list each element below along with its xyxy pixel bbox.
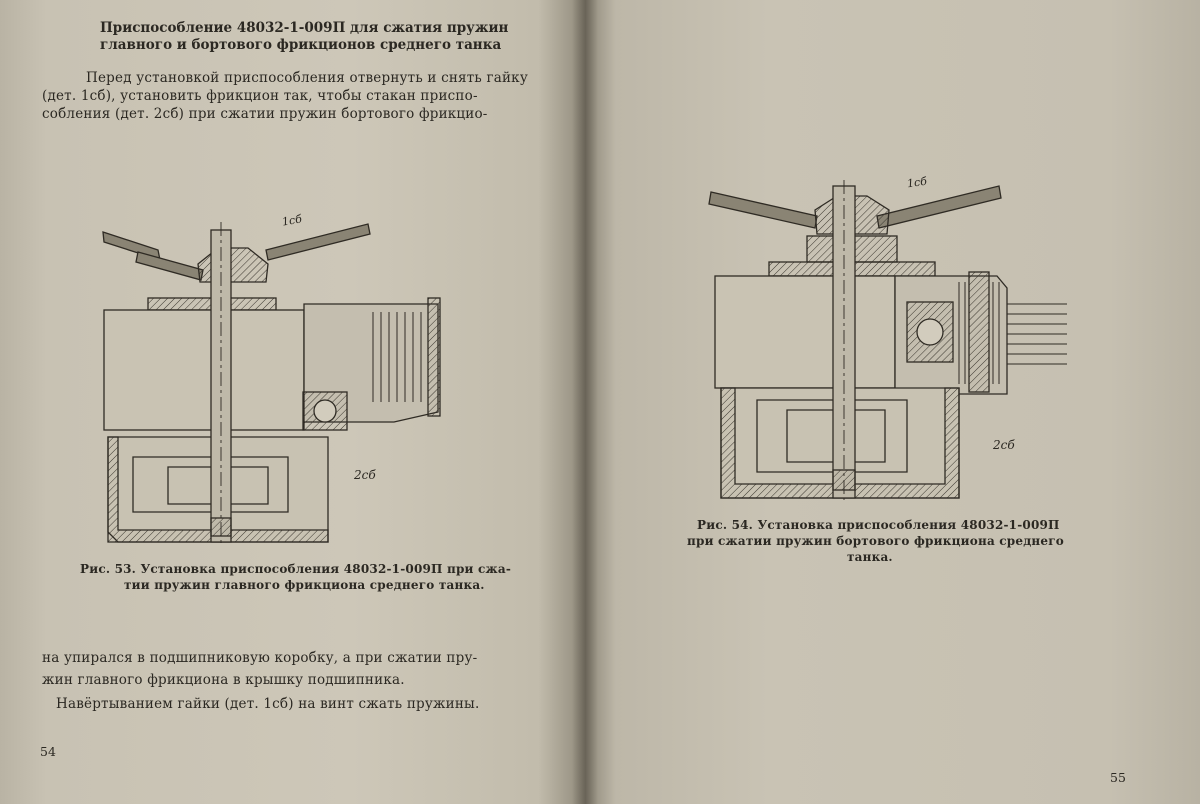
page-title-line-1: Приспособление 48032-1-009П для сжатия пружин xyxy=(100,20,509,36)
figure-53-caption-line-1: Рис. 53. Установка приспособления 48032-1-009П при сжа- xyxy=(80,562,511,576)
page-title-line-2: главного и бортового фрикционов среднего танка xyxy=(100,37,502,53)
page-number-left: 54 xyxy=(40,744,56,759)
book-gutter xyxy=(572,0,598,804)
figure-53-svg xyxy=(98,212,478,552)
figure-53-drawing xyxy=(98,212,478,552)
figure-54-caption-line-1: Рис. 54. Установка приспособления 48032-1-009П xyxy=(697,518,1060,532)
figure-54-svg xyxy=(707,172,1077,502)
paragraph-1-line-2: (дет. 1сб), установить фрикцион так, чтобы стакан приспо- xyxy=(42,88,478,104)
right-page xyxy=(585,0,1200,804)
figure-53-label-2sb: 2сб xyxy=(354,468,376,482)
paragraph-1-line-1: Перед установкой приспособления отвернуть и снять гайку xyxy=(86,70,528,86)
figure-54-drawing xyxy=(707,172,1077,502)
paragraph-2-line-2: жин главного фрикциона в крышку подшипника. xyxy=(42,672,405,688)
paragraph-3-line-1: Навёртыванием гайки (дет. 1сб) на винт сжать пружины. xyxy=(56,696,480,712)
left-page xyxy=(0,0,585,804)
page-number-right: 55 xyxy=(1110,770,1126,785)
paragraph-1-line-3: собления (дет. 2сб) при сжатии пружин бортового фрикцио- xyxy=(42,106,488,122)
figure-54-caption-line-3: танка. xyxy=(847,550,893,564)
figure-53-caption-line-2: тии пружин главного фрикциона среднего танка. xyxy=(124,578,485,592)
paragraph-2-line-1: на упирался в подшипниковую коробку, а при сжатии пру- xyxy=(42,650,478,666)
figure-54-label-2sb: 2сб xyxy=(993,438,1015,452)
figure-53-label-1sb: 1сб xyxy=(281,212,303,229)
figure-54-caption-line-2: при сжатии пружин бортового фрикциона среднего xyxy=(687,534,1065,548)
figure-54-label-1sb: 1сб xyxy=(906,174,928,191)
